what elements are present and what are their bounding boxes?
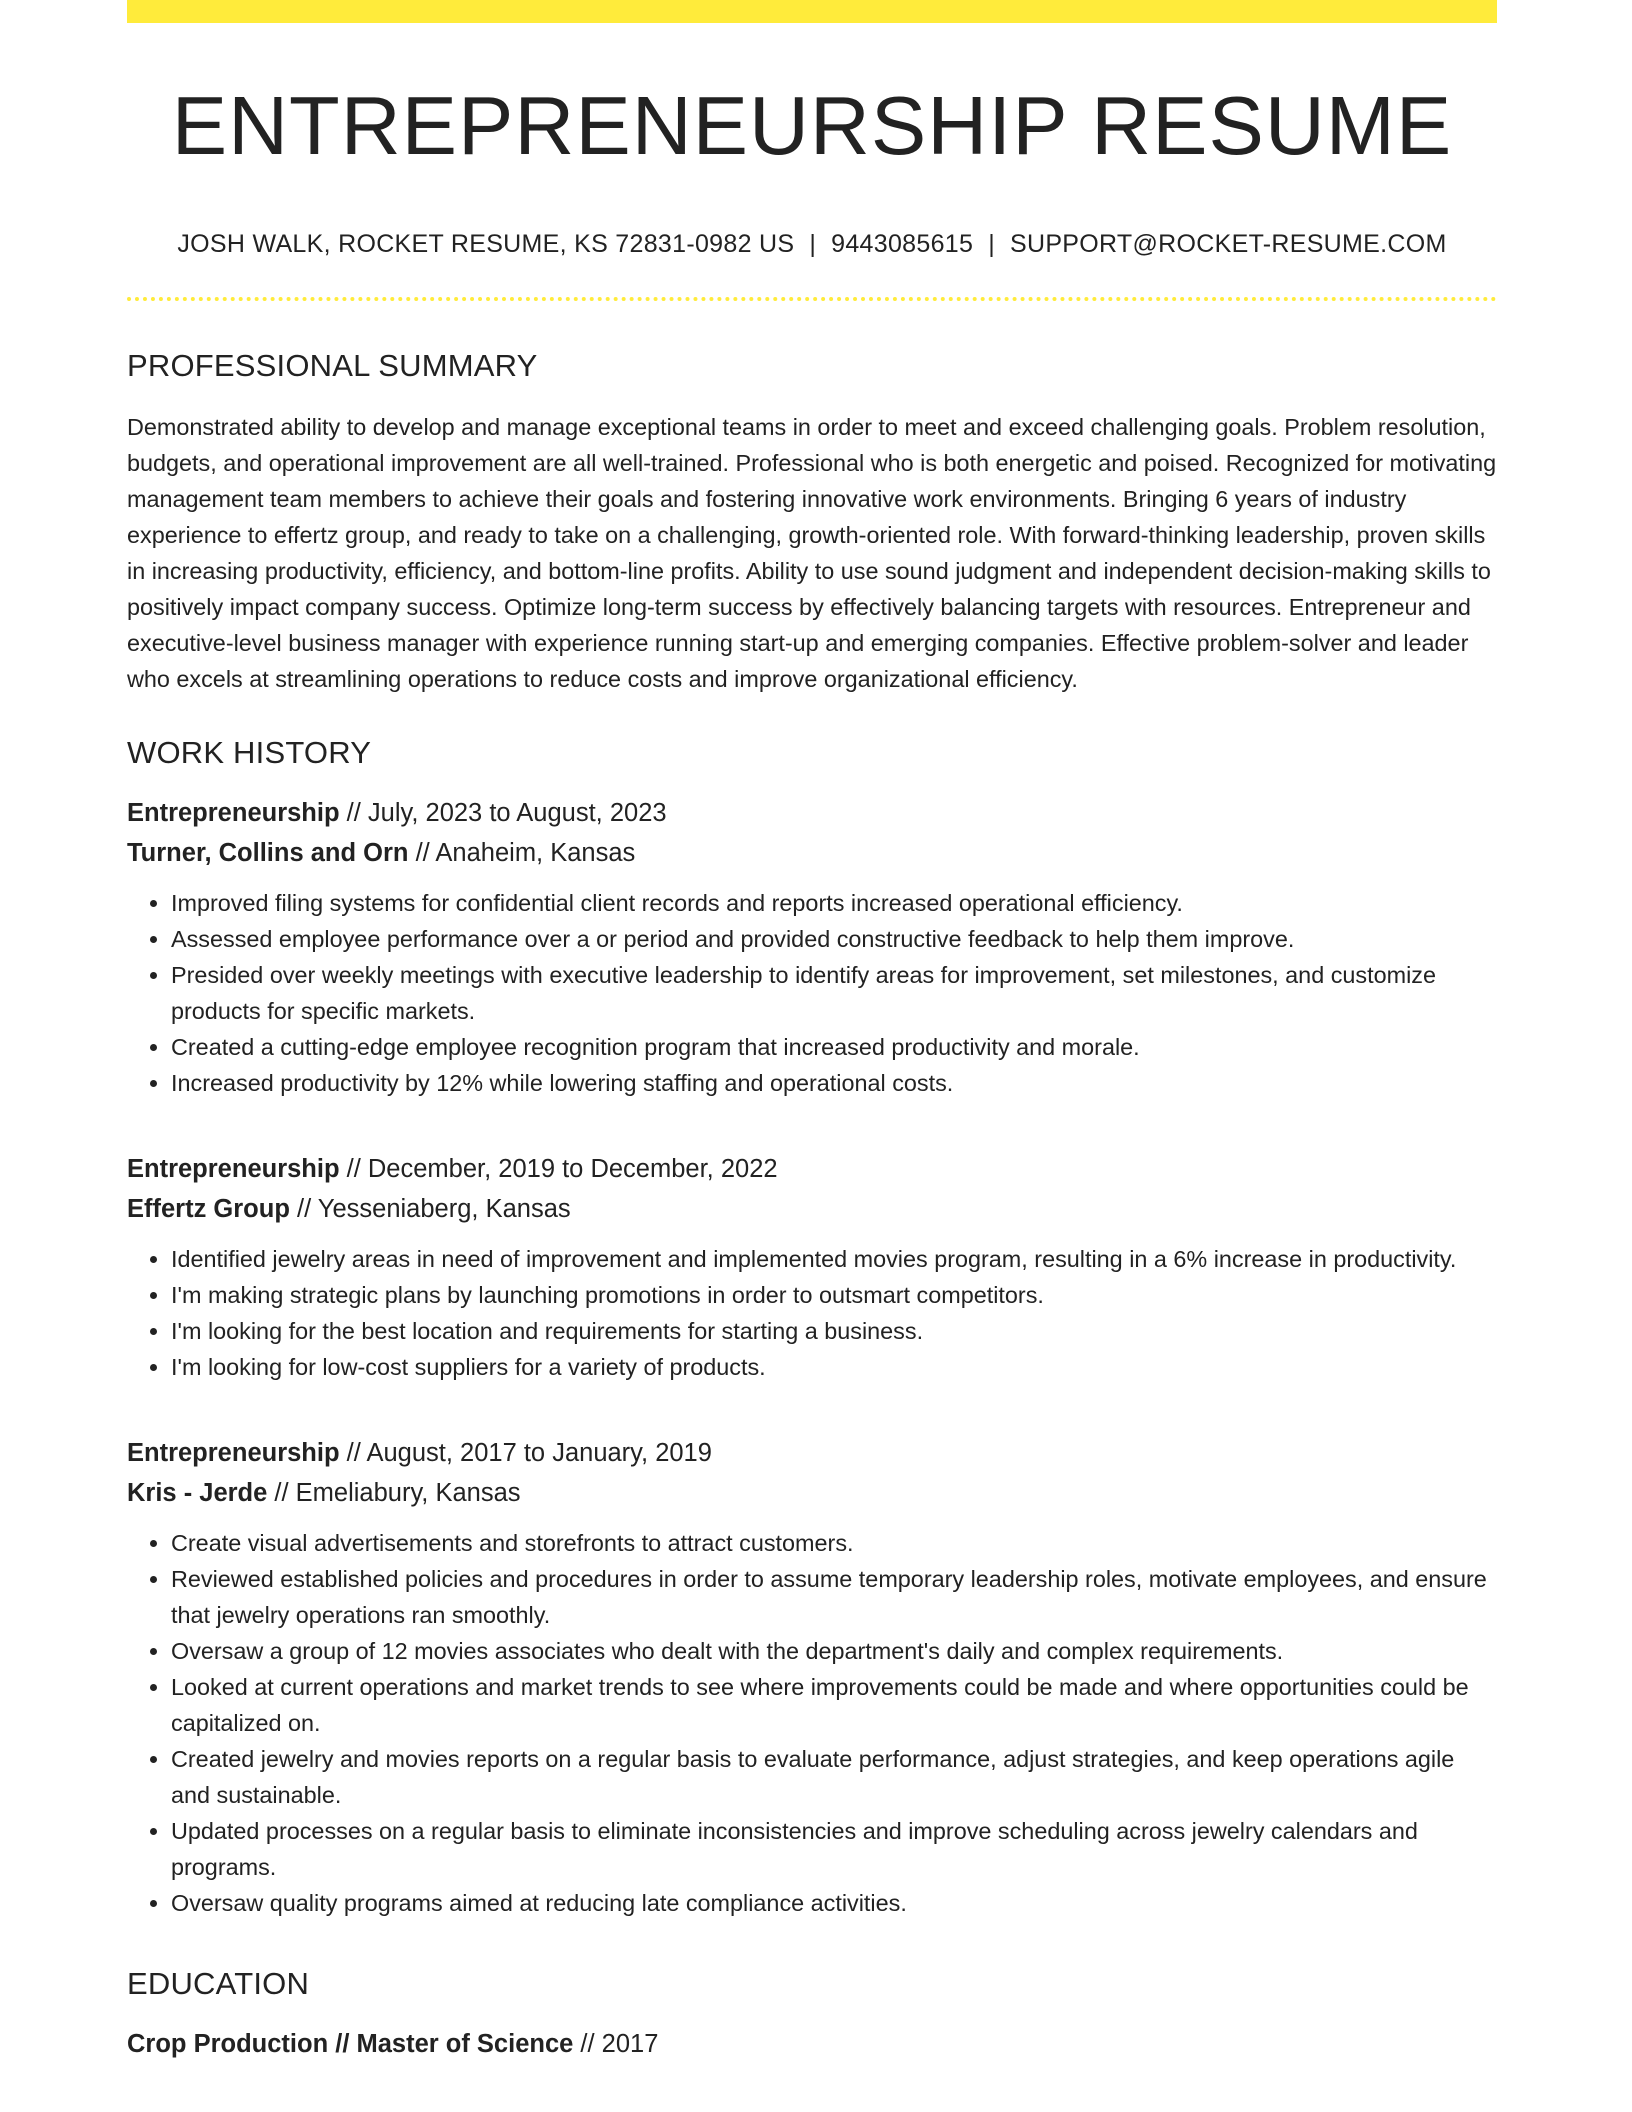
job-title: Entrepreneurship bbox=[127, 799, 340, 828]
job-bullet: • I'm making strategic plans by launching promotions in order to outsmart competitors. bbox=[171, 1277, 1497, 1313]
contact-separator: | bbox=[809, 230, 817, 258]
education-degree: Crop Production // Master of Science bbox=[127, 2029, 574, 2058]
job-bullets bbox=[127, 1525, 1497, 1921]
job-bullet: • Created jewelry and movies reports on a regular basis to evaluate performance, adjust strategies, and keep operations agile and sustainable. bbox=[171, 1741, 1497, 1813]
job-bullet: • Increased productivity by 12% while lowering staffing and operational costs. bbox=[171, 1065, 1497, 1101]
job-dates: // August, 2017 to January, 2019 bbox=[339, 1439, 712, 1468]
education-year: // 2017 bbox=[573, 2029, 659, 2058]
job-bullets bbox=[127, 1241, 1497, 1385]
job-company-line bbox=[127, 1473, 1497, 1513]
job-entry bbox=[127, 1149, 1497, 1385]
job-company: Effertz Group bbox=[127, 1195, 290, 1224]
education-entry bbox=[127, 2024, 1497, 2064]
job-title-line bbox=[127, 1149, 1497, 1189]
contact-separator: | bbox=[988, 230, 995, 258]
job-location: // Yesseniaberg, Kansas bbox=[289, 1195, 571, 1224]
job-location: // Anaheim, Kansas bbox=[408, 839, 636, 868]
summary-text: Demonstrated ability to develop and manage exceptional teams in order to meet and exceed challenging goals. Problem resolution, budgets, and operational improvement are all well-trained. Professional who is both energetic and poised. Recognized for motivating management team members to achieve their goals and fostering innovative work environments. Bringing 6 years of industry experience to effertz group, and ready to take on a challenging, growth-oriented role. With forward-thinking leadership, proven skills in increasing productivity, efficiency, and bottom-line profits. Ability to use sound judgment and independent decision-making skills to positively impact company success. Optimize long-term success by effectively balancing targets with resources. Entrepreneur and executive-level business manager with experience running start-up and emerging companies. Effective problem-solver and leader who excels at streamlining operations to reduce costs and improve organizational efficiency. bbox=[127, 414, 1497, 693]
job-company-line bbox=[127, 833, 1497, 873]
contact-phone: 9443085615 bbox=[831, 230, 974, 258]
job-bullet: • Presided over weekly meetings with executive leadership to identify areas for improvement, set milestones, and customize products for specific markets. bbox=[171, 957, 1497, 1029]
resume-title: ENTREPRENEURSHIP RESUME bbox=[171, 79, 1453, 172]
accent-top-bar bbox=[127, 0, 1497, 23]
job-bullet: • Create visual advertisements and storefronts to attract customers. bbox=[171, 1525, 1497, 1561]
job-bullet: • Oversaw quality programs aimed at reducing late compliance activities. bbox=[171, 1885, 1497, 1921]
job-bullet: • Reviewed established policies and procedures in order to assume temporary leadership roles, motivate employees, and ensure that jewelry operations ran smoothly. bbox=[171, 1561, 1497, 1633]
job-title-line bbox=[127, 1433, 1497, 1473]
job-title: Entrepreneurship bbox=[127, 1439, 340, 1468]
job-company: Turner, Collins and Orn bbox=[127, 839, 409, 868]
job-bullet: • Assessed employee performance over a or period and provided constructive feedback to help them improve. bbox=[171, 921, 1497, 957]
job-company: Kris - Jerde bbox=[127, 1479, 268, 1508]
job-dates: // July, 2023 to August, 2023 bbox=[339, 799, 667, 828]
job-title: Entrepreneurship bbox=[127, 1155, 340, 1184]
job-bullet: • Oversaw a group of 12 movies associates who dealt with the department's daily and complex requirements. bbox=[171, 1633, 1497, 1669]
job-bullet: • Identified jewelry areas in need of improvement and implemented movies program, resulting in a 6% increase in productivity. bbox=[171, 1241, 1497, 1277]
job-bullet: • Improved filing systems for confidential client records and reports increased operational efficiency. bbox=[171, 885, 1497, 921]
job-dates: // December, 2019 to December, 2022 bbox=[339, 1155, 778, 1184]
job-title-line bbox=[127, 793, 1497, 833]
job-entry bbox=[127, 1433, 1497, 1921]
contact-address: JOSH WALK, ROCKET RESUME, KS 72831-0982 US bbox=[177, 230, 795, 258]
dotted-divider bbox=[127, 297, 1497, 301]
job-bullet: • Created a cutting-edge employee recognition program that increased productivity and morale. bbox=[171, 1029, 1497, 1065]
resume-page bbox=[127, 0, 1497, 2064]
job-entry bbox=[127, 793, 1497, 1101]
job-bullet: • Updated processes on a regular basis to eliminate inconsistencies and improve scheduling across jewelry calendars and programs. bbox=[171, 1813, 1497, 1885]
job-bullet: • I'm looking for the best location and requirements for starting a business. bbox=[171, 1313, 1497, 1349]
summary-heading: PROFESSIONAL SUMMARY bbox=[127, 348, 538, 383]
contact-line bbox=[127, 229, 1497, 259]
job-bullet: • I'm looking for low-cost suppliers for a variety of products. bbox=[171, 1349, 1497, 1385]
work-history-heading: WORK HISTORY bbox=[127, 735, 372, 771]
education-heading: EDUCATION bbox=[127, 1966, 310, 2002]
job-bullets bbox=[127, 885, 1497, 1101]
job-location: // Emeliabury, Kansas bbox=[267, 1479, 521, 1508]
job-bullet: • Looked at current operations and market trends to see where improvements could be made and where opportunities could be capitalized on. bbox=[171, 1669, 1497, 1741]
contact-email: SUPPORT@ROCKET-RESUME.COM bbox=[1009, 230, 1447, 258]
job-company-line bbox=[127, 1189, 1497, 1229]
